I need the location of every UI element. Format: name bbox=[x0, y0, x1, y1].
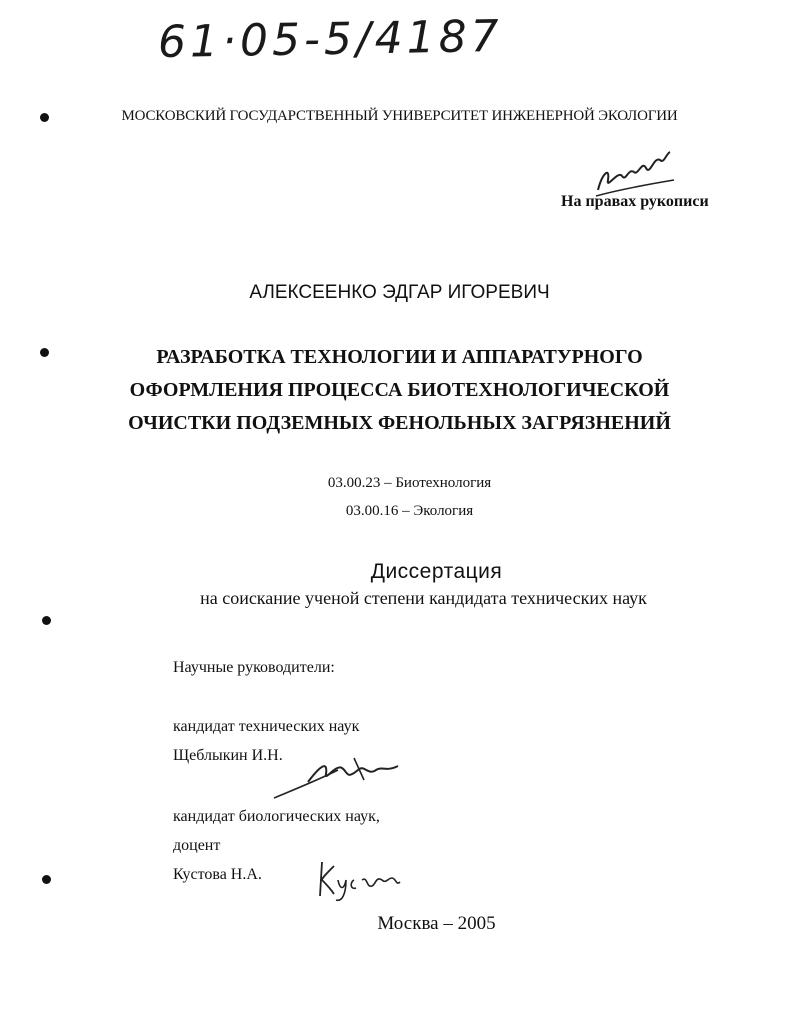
author-name: АЛЕКСЕЕНКО ЭДГАР ИГОРЕВИЧ bbox=[249, 282, 550, 303]
archive-code: 61·05-5/4187 bbox=[157, 10, 504, 69]
supervisor2-signature bbox=[312, 858, 404, 904]
supervisor2-title: кандидат биологических наук, bbox=[173, 808, 380, 825]
scan-dot-3 bbox=[42, 616, 51, 625]
supervisor1-name: Щеблыкин И.Н. bbox=[173, 747, 283, 764]
scan-dot-4 bbox=[42, 875, 51, 884]
author-signature bbox=[588, 146, 678, 198]
place-year: Москва – 2005 bbox=[377, 913, 496, 934]
dissertation-title bbox=[0, 341, 799, 440]
supervisor2-position: доцент bbox=[173, 837, 221, 854]
supervisor1-signature bbox=[268, 752, 408, 804]
title-line-2: ОФОРМЛЕНИЯ ПРОЦЕССА БИОТЕХНОЛОГИЧЕСКОЙ bbox=[129, 379, 670, 401]
university-name: МОСКОВСКИЙ ГОСУДАРСТВЕННЫЙ УНИВЕРСИТЕТ ИНЖЕНЕРНОЙ ЭКОЛОГИИ bbox=[121, 108, 678, 124]
specialty-2: 03.00.16 – Экология bbox=[345, 503, 474, 519]
supervisor2-name: Кустова Н.А. bbox=[173, 866, 262, 883]
document-type: Диссертация bbox=[370, 560, 503, 583]
specialty-1: 03.00.23 – Биотехнология bbox=[327, 475, 492, 491]
degree-line: на соискание ученой степени кандидата технических наук bbox=[200, 588, 647, 608]
title-line-1: РАЗРАБОТКА ТЕХНОЛОГИИ И АППАРАТУРНОГО bbox=[156, 346, 643, 368]
title-line-3: ОЧИСТКИ ПОДЗЕМНЫХ ФЕНОЛЬНЫХ ЗАГРЯЗНЕНИЙ bbox=[128, 412, 671, 434]
manuscript-note: На правах рукописи bbox=[561, 193, 709, 210]
supervisors-heading: Научные руководители: bbox=[173, 659, 335, 676]
supervisor1-title: кандидат технических наук bbox=[173, 718, 360, 735]
